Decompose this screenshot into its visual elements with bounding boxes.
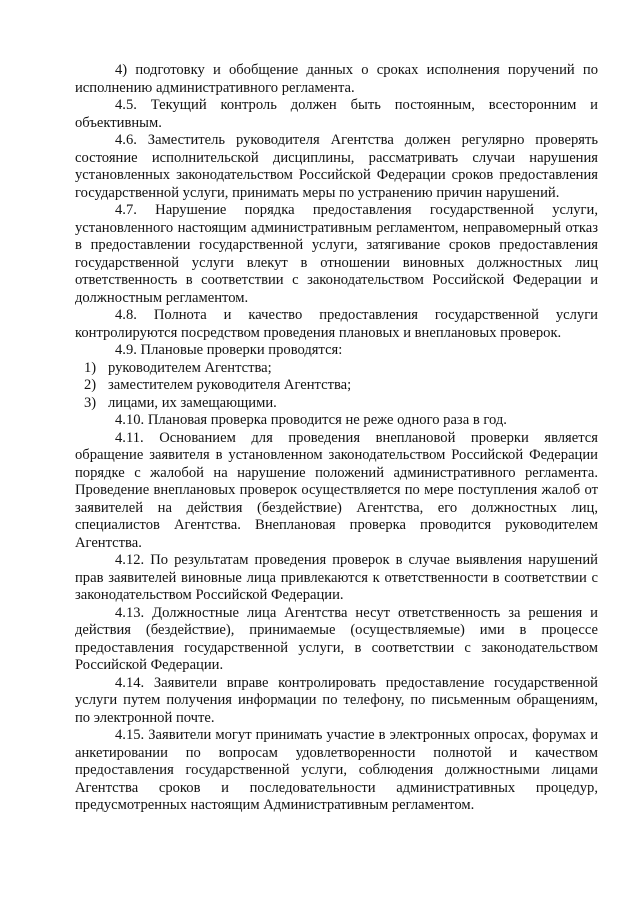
list-text: руководителем Агентства; [108, 359, 272, 376]
paragraph-4-9: 4.9. Плановые проверки проводятся: [115, 342, 343, 358]
paragraph-4-10: 4.10. Плановая проверка проводится не реже одного раза в год. [115, 412, 507, 428]
list-number: 1) [84, 359, 97, 376]
paragraph-4-8: 4.8. Полнота и качество предоставления государственной услуги контролируются посредством проведения плановых и внеплановых проверок. [75, 307, 598, 341]
paragraph-item-4: 4) подготовку и обобщение данных о сроках исполнения поручений по исполнению административного регламента. [75, 62, 598, 96]
paragraph-4-11: 4.11. Основанием для проведения внеплановой проверки является обращение заявителя в установленном законодательством Российской Федерации порядке с жалобой на нарушение положений административного регламента. Проведение внеплановых проверок осуществляется по мере поступления жалоб от заявителей на действия (бездействие) Агентства, его должностных лиц, специалистов Агентства. Внеплановая проверка проводится руководителем Агентства. [75, 429, 598, 551]
list-number: 3) [84, 394, 97, 411]
paragraph-4-6: 4.6. Заместитель руководителя Агентства должен регулярно проверять состояние исполнительской дисциплины, рассматривать случаи нарушения установленных законодательством Российской Федерации сроков предоставления государственной услуги, принимать меры по устранению причин нарушений. [75, 132, 598, 201]
document-page [75, 62, 598, 815]
paragraph-4-5: 4.5. Текущий контроль должен быть постоянным, всесторонним и объективным. [75, 97, 598, 131]
list-item [75, 377, 598, 395]
paragraph-4-15: 4.15. Заявители могут принимать участие в электронных опросах, форумах и анкетировании по вопросам удовлетворенности полнотой и качеством предоставления государственной услуги, соблюдения должностными лицами Агентства сроков и последовательности административных процедур, предусмотренных настоящим Административным регламентом. [75, 727, 598, 813]
list-number: 2) [84, 377, 97, 393]
paragraph-4-7: 4.7. Нарушение порядка предоставления государственной услуги, установленного настоящим административным регламентом, неправомерный отказ в предоставлении государственной услуги, затягивание сроков предоставления государственной услуги влекут в отношении виновных должностных лиц ответственность в соответствии с законодательством Российской Федерации и должностным регламентом. [75, 202, 598, 306]
list-item [75, 395, 598, 413]
list-text: заместителем руководителя Агентства; [108, 377, 352, 393]
paragraph-4-14: 4.14. Заявители вправе контролировать предоставление государственной услуги путем получения информации по телефону, по письменным обращениям, по электронной почте. [75, 674, 598, 726]
list-item [75, 360, 598, 378]
paragraph-4-12: 4.12. По результатам проведения проверок в случае выявления нарушений прав заявителей виновные лица привлекаются к ответственности в соответствии с законодательством Российской Федерации. [75, 552, 598, 603]
paragraph-4-13: 4.13. Должностные лица Агентства несут ответственность за решения и действия (бездействие), принимаемые (осуществляемые) ими в процессе предоставления государственной услуги, в соответствии с законодательством Российской Федерации. [75, 604, 598, 673]
list-text: лицами, их замещающими. [108, 394, 277, 411]
